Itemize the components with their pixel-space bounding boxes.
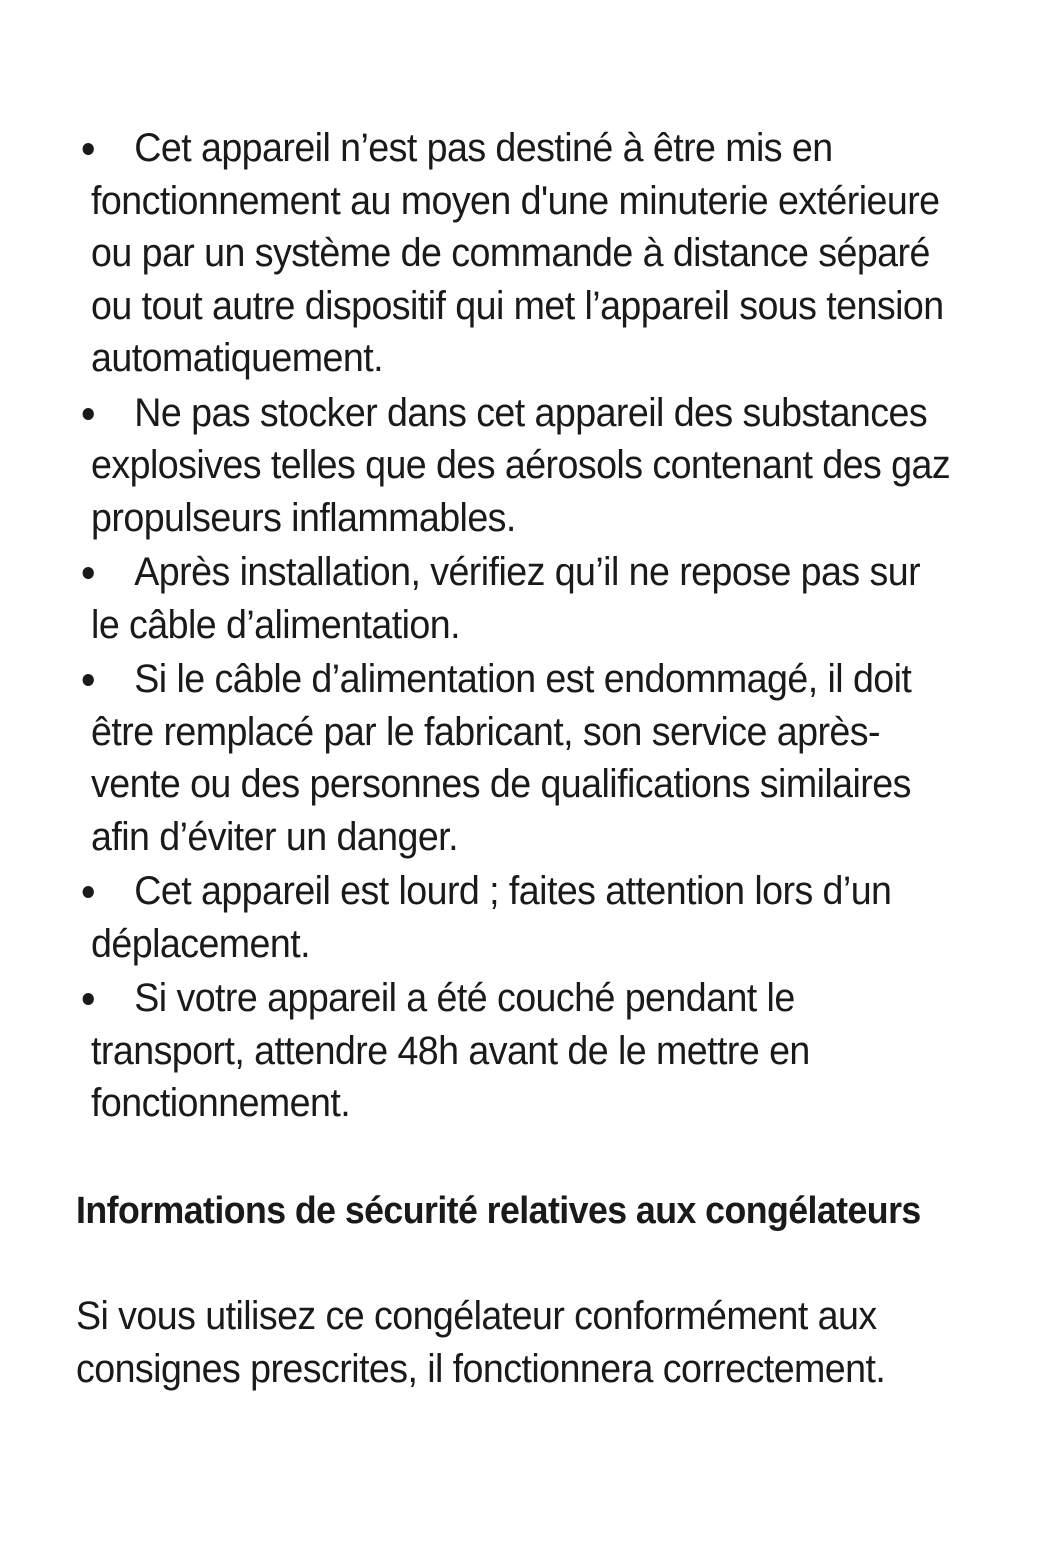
bullet-item [76, 653, 956, 863]
section-heading: Informations de sécurité relatives aux congélateurs [76, 1190, 921, 1232]
bullet-dot-icon [83, 143, 94, 155]
bullet-dot-icon [83, 567, 94, 579]
bullet-text: Cet appareil est lourd ; faites attention lors d’un déplacement. [91, 869, 892, 966]
bullet-dot-icon [83, 674, 94, 686]
bullet-dot-icon [83, 993, 94, 1005]
bullet-item [76, 546, 956, 651]
bullet-text: Cet appareil n’est pas destiné à être mis en fonctionnement au moyen d'une minuterie extérieure ou par un système de commande à distance séparé ou tout autre dispositif qui met l’appareil sous tension automatiquement. [91, 126, 944, 380]
bullet-text: Si votre appareil a été couché pendant le transport, attendre 48h avant de le mettre en fonctionnement. [91, 976, 810, 1125]
bullet-dot-icon [83, 886, 94, 898]
bullet-text: Si le câble d’alimentation est endommagé, il doit être remplacé par le fabricant, son service après-vente ou des personnes de qualifications similaires afin d’éviter un danger. [91, 657, 912, 859]
bullet-text: Ne pas stocker dans cet appareil des substances explosives telles que des aérosols contenant des gaz propulseurs inflammables. [91, 390, 951, 540]
bullet-item [76, 122, 956, 385]
bullet-item [76, 865, 956, 970]
bullet-dot-icon [83, 408, 94, 420]
bullet-item [76, 972, 956, 1130]
bullet-text: Après installation, vérifiez qu’il ne repose pas sur le câble d’alimentation. [91, 550, 921, 647]
section-paragraph: Si vous utilisez ce congélateur conformément aux consignes prescrites, il fonctionnera correctement. [76, 1294, 886, 1391]
safety-bullet-list [76, 122, 976, 1132]
bullet-item [76, 387, 956, 545]
